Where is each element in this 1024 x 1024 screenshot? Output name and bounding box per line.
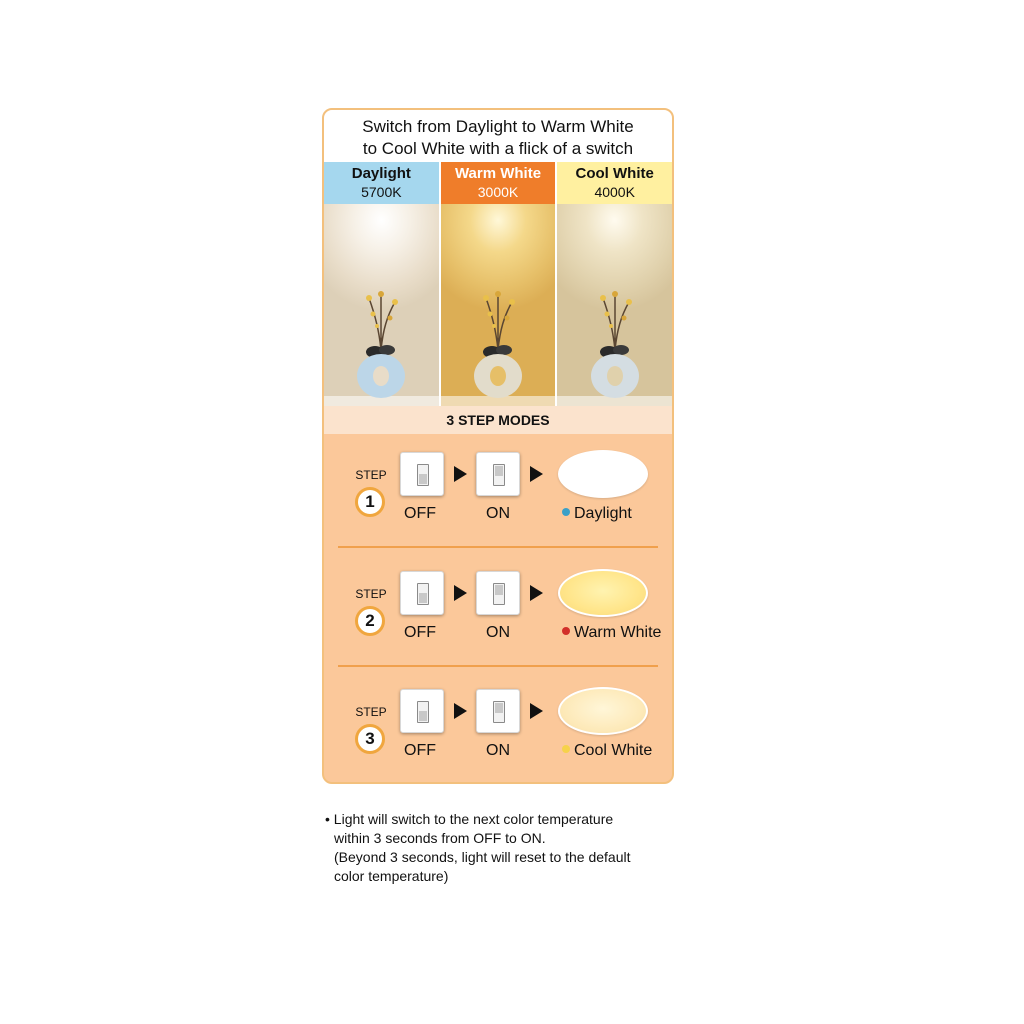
vase-with-flowers-icon — [468, 280, 528, 400]
step-3 — [324, 671, 672, 784]
step-divider — [338, 546, 658, 548]
switch-off-icon — [400, 571, 444, 615]
panel-warm-white — [441, 162, 556, 406]
on-caption: ON — [486, 505, 510, 522]
panel-label — [557, 162, 672, 204]
panel-daylight — [324, 162, 439, 406]
headline-line-2: to Cool White with a flick of a switch — [362, 139, 634, 158]
footnote-line-3: (Beyond 3 seconds, light will reset to the default — [334, 849, 631, 865]
panel-name: Daylight — [351, 165, 411, 182]
ceiling-light-icon — [558, 687, 648, 735]
step-1 — [324, 434, 672, 552]
switch-on-icon — [476, 571, 520, 615]
ceiling-light-icon — [558, 450, 648, 498]
panel-cool-white — [557, 162, 672, 406]
arrow-right-icon — [454, 703, 467, 719]
arrow-right-icon — [454, 466, 467, 482]
on-caption: ON — [486, 742, 510, 759]
result-text: Cool White — [574, 742, 653, 759]
vase-photo — [557, 204, 672, 406]
switch-on-icon — [476, 452, 520, 496]
panel-kelvin: 3000K — [477, 184, 519, 200]
footnote-line-1: • Light will switch to the next color temperature — [325, 811, 614, 827]
panel-name: Cool White — [575, 165, 654, 182]
ceiling-light-icon — [558, 569, 648, 617]
color-dot-icon — [562, 627, 570, 635]
headline — [324, 110, 672, 162]
arrow-right-icon — [530, 466, 543, 482]
step-word: STEP — [355, 705, 387, 719]
result-text: Warm White — [574, 624, 662, 641]
vase-with-flowers-icon — [585, 280, 645, 400]
result-text: Daylight — [574, 505, 632, 522]
panel-name: Warm White — [454, 165, 542, 182]
vase-photo — [324, 204, 439, 406]
on-caption: ON — [486, 624, 510, 641]
off-caption: OFF — [404, 505, 436, 522]
step-number-badge: 3 — [355, 724, 385, 754]
panel-kelvin: 5700K — [361, 184, 402, 200]
step-number-badge: 1 — [355, 487, 385, 517]
headline-line-1: Switch from Daylight to Warm White — [362, 117, 634, 136]
modes-title: 3 STEP MODES — [324, 406, 672, 434]
off-caption: OFF — [404, 624, 436, 641]
color-temperature-panels — [324, 162, 672, 406]
footnote-line-4: color temperature) — [334, 868, 449, 884]
switch-on-icon — [476, 689, 520, 733]
switch-off-icon — [400, 689, 444, 733]
off-caption: OFF — [404, 742, 436, 759]
color-dot-icon — [562, 508, 570, 516]
footnote-line-2: within 3 seconds from OFF to ON. — [334, 830, 546, 846]
color-dot-icon — [562, 745, 570, 753]
vase-photo — [441, 204, 556, 406]
vase-with-flowers-icon — [351, 280, 411, 400]
step-number-badge: 2 — [355, 606, 385, 636]
arrow-right-icon — [530, 585, 543, 601]
color-temperature-card — [322, 108, 674, 784]
arrow-right-icon — [530, 703, 543, 719]
result-label — [562, 624, 661, 642]
panel-kelvin: 4000K — [594, 184, 635, 200]
step-word: STEP — [355, 587, 387, 601]
result-label — [562, 505, 632, 523]
step-divider — [338, 665, 658, 667]
footnote — [325, 810, 705, 886]
switch-off-icon — [400, 452, 444, 496]
step-2 — [324, 553, 672, 671]
panel-label — [441, 162, 556, 204]
arrow-right-icon — [454, 585, 467, 601]
panel-label — [324, 162, 439, 204]
step-word: STEP — [355, 468, 387, 482]
result-label — [562, 742, 652, 760]
